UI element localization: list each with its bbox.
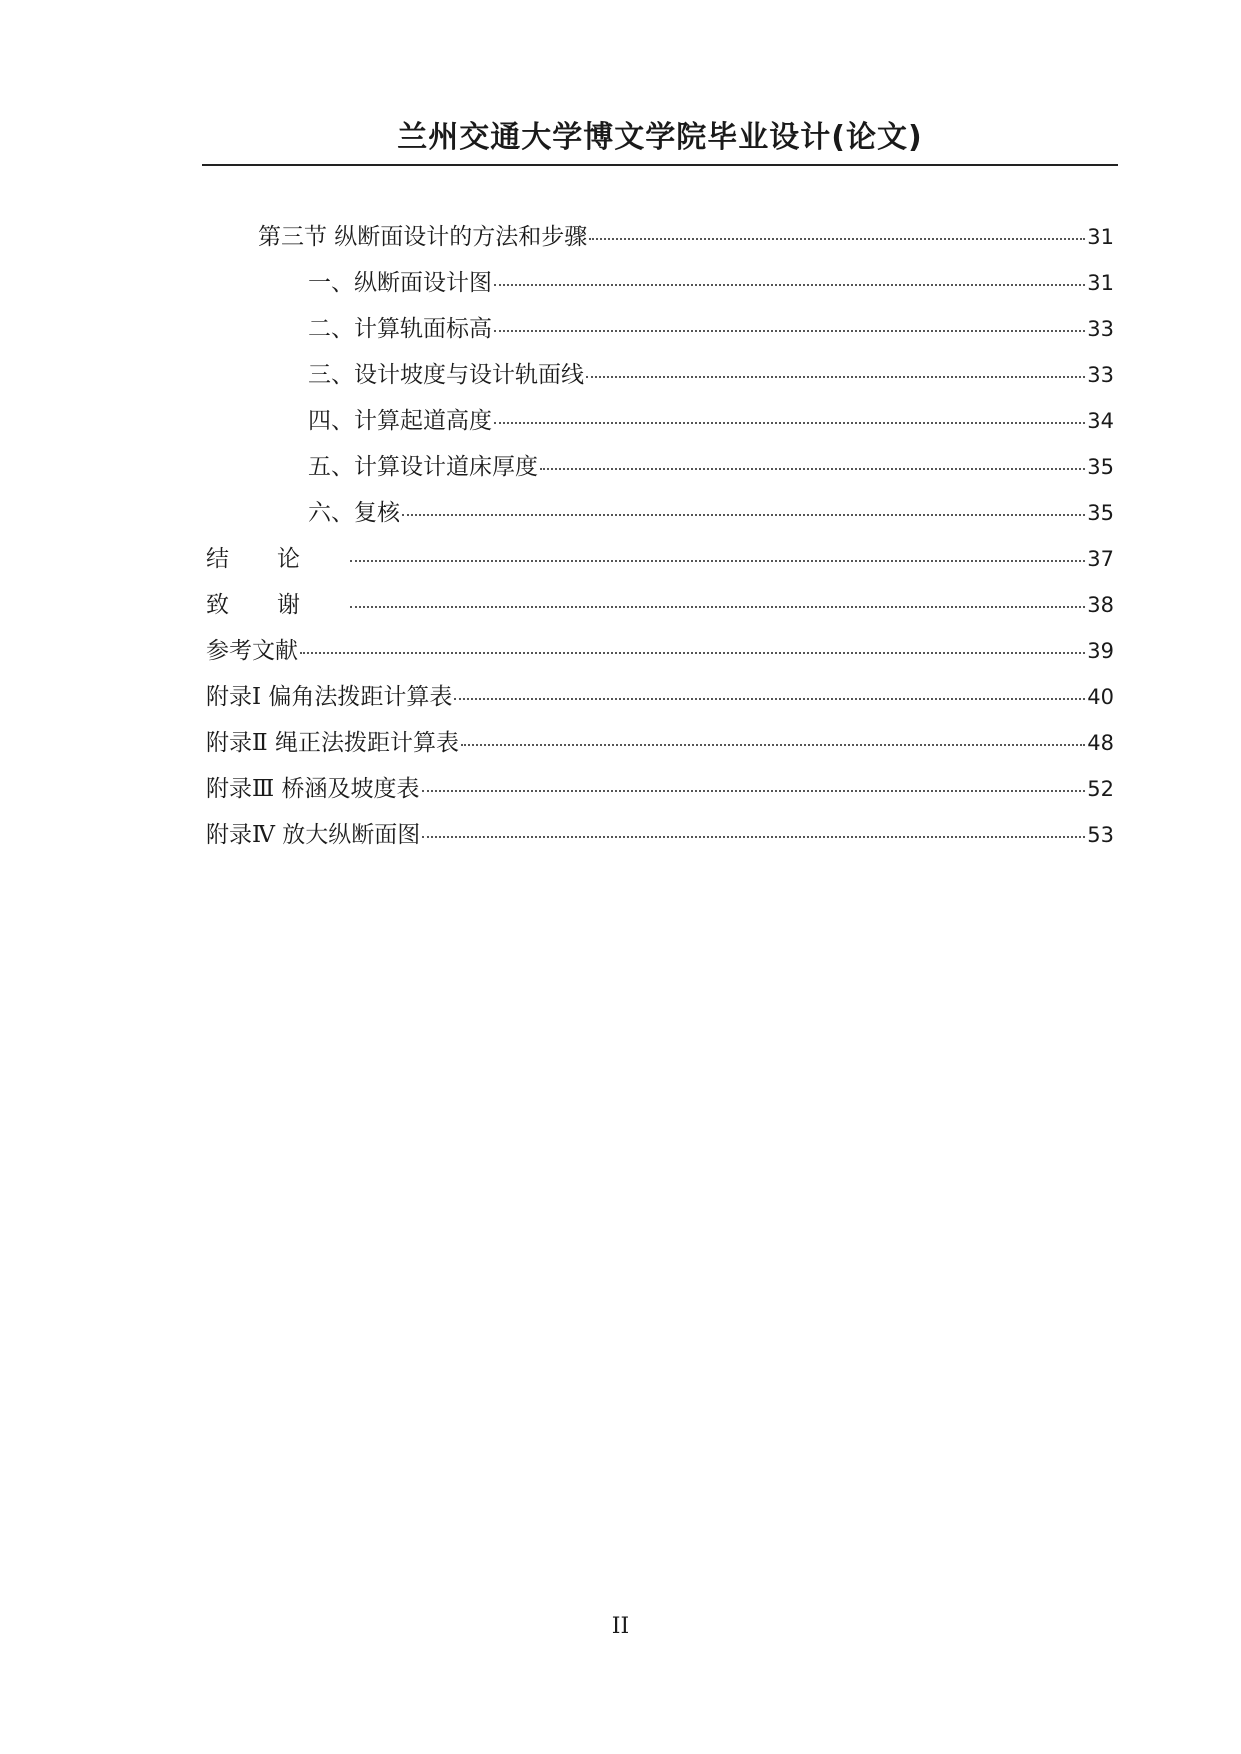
toc-leader-dots xyxy=(494,283,1085,286)
toc-entry[interactable] xyxy=(206,264,1114,310)
toc-leader-dots xyxy=(402,513,1085,516)
toc-entry-page: 35 xyxy=(1087,455,1114,479)
toc-entry-page: 39 xyxy=(1087,639,1114,663)
toc-entry-page: 34 xyxy=(1087,409,1114,433)
toc-entry-label: 四、计算起道高度 xyxy=(308,408,492,434)
toc-entry[interactable] xyxy=(206,448,1114,494)
toc-entry[interactable] xyxy=(206,356,1114,402)
toc-entry-page: 31 xyxy=(1087,271,1114,295)
toc-leader-dots xyxy=(461,743,1085,746)
toc-entry-label: 附录Ⅲ 桥涵及坡度表 xyxy=(206,776,420,802)
toc-entry[interactable] xyxy=(206,218,1114,264)
toc-entry[interactable] xyxy=(206,678,1114,724)
toc-entry-page: 31 xyxy=(1087,225,1114,249)
toc-entry[interactable] xyxy=(206,770,1114,816)
toc-entry[interactable] xyxy=(206,310,1114,356)
toc-entry-label: 附录Ⅰ 偏角法拨距计算表 xyxy=(206,684,453,710)
toc-entry[interactable] xyxy=(206,540,1114,586)
toc-entry-label: 致谢 xyxy=(206,592,348,618)
toc-leader-dots xyxy=(494,329,1085,332)
toc-entry-page: 35 xyxy=(1087,501,1114,525)
toc-leader-dots xyxy=(422,835,1085,838)
toc-entry-page: 33 xyxy=(1087,317,1114,341)
toc-entry-page: 33 xyxy=(1087,363,1114,387)
toc-entry-label: 二、计算轨面标高 xyxy=(308,316,492,342)
toc-entry-label: 附录Ⅳ 放大纵断面图 xyxy=(206,822,421,848)
toc-leader-dots xyxy=(589,237,1085,240)
toc-entry-page: 40 xyxy=(1087,685,1114,709)
toc-entry-label: 六、复核 xyxy=(308,500,400,526)
toc-entry-page: 48 xyxy=(1087,731,1114,755)
toc-entry[interactable] xyxy=(206,494,1114,540)
toc-entry-page: 52 xyxy=(1087,777,1114,801)
toc-entry-label: 五、计算设计道床厚度 xyxy=(308,454,538,480)
toc-entry-label: 第三节 纵断面设计的方法和步骤 xyxy=(258,224,588,250)
toc-entry-page: 38 xyxy=(1087,593,1114,617)
toc-leader-dots xyxy=(540,467,1085,470)
toc-entry-page: 53 xyxy=(1087,823,1114,847)
toc-entry[interactable] xyxy=(206,632,1114,678)
page-number: II xyxy=(611,1614,630,1639)
page-header xyxy=(202,118,1118,166)
toc-entry-label: 附录Ⅱ 绳正法拨距计算表 xyxy=(206,730,459,756)
toc-leader-dots xyxy=(586,375,1085,378)
toc-entry-label: 三、设计坡度与设计轨面线 xyxy=(308,362,584,388)
table-of-contents xyxy=(206,218,1114,862)
toc-entry[interactable] xyxy=(206,586,1114,632)
toc-leader-dots xyxy=(350,605,1085,608)
toc-entry[interactable] xyxy=(206,724,1114,770)
toc-leader-dots xyxy=(422,789,1086,792)
toc-entry-label: 一、纵断面设计图 xyxy=(308,270,492,296)
toc-entry[interactable] xyxy=(206,816,1114,862)
toc-entry-label: 参考文献 xyxy=(206,638,298,664)
toc-leader-dots xyxy=(350,559,1085,562)
toc-leader-dots xyxy=(454,697,1085,700)
toc-leader-dots xyxy=(300,651,1085,654)
toc-leader-dots xyxy=(494,421,1085,424)
page-header-title: 兰州交通大学博文学院毕业设计(论文) xyxy=(397,120,923,155)
toc-entry-page: 37 xyxy=(1087,547,1114,571)
toc-entry-label: 结论 xyxy=(206,546,348,572)
toc-entry[interactable] xyxy=(206,402,1114,448)
